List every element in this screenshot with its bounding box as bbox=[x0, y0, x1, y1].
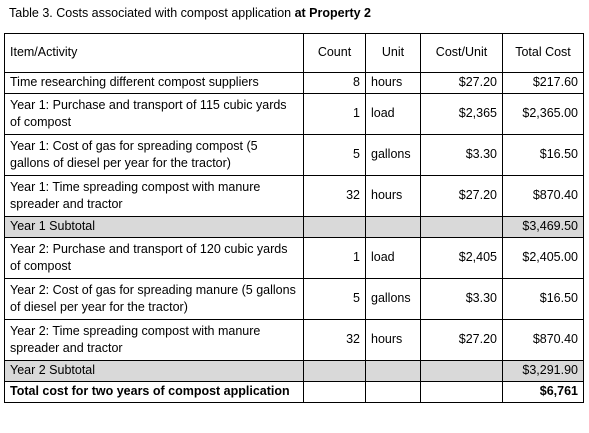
header-total-cost: Total Cost bbox=[503, 34, 584, 73]
unit-cell: gallons bbox=[366, 279, 421, 320]
table-row bbox=[5, 135, 584, 176]
item-cell: Year 2: Purchase and transport of 120 cubic yards of compost bbox=[5, 238, 304, 279]
empty-cell bbox=[366, 217, 421, 238]
unit-cell: gallons bbox=[366, 135, 421, 176]
caption-text: Table 3. Costs associated with compost application bbox=[9, 6, 295, 20]
count-cell: 32 bbox=[304, 176, 366, 217]
cost-per-unit-cell: $2,365 bbox=[421, 94, 503, 135]
count-cell: 1 bbox=[304, 238, 366, 279]
total-cost-cell: $870.40 bbox=[503, 176, 584, 217]
grand-total-value: $6,761 bbox=[503, 382, 584, 403]
subtotal-row-year-2 bbox=[5, 361, 584, 382]
subtotal-value: $3,291.90 bbox=[503, 361, 584, 382]
subtotal-label: Year 1 Subtotal bbox=[5, 217, 304, 238]
header-unit: Unit bbox=[366, 34, 421, 73]
empty-cell bbox=[421, 361, 503, 382]
item-cell: Year 2: Time spreading compost with manure spreader and tractor bbox=[5, 320, 304, 361]
header-item: Item/Activity bbox=[5, 34, 304, 73]
empty-cell bbox=[304, 382, 366, 403]
header-cost-per-unit: Cost/Unit bbox=[421, 34, 503, 73]
caption-property: at Property 2 bbox=[294, 6, 371, 20]
subtotal-row-year-1 bbox=[5, 217, 584, 238]
subtotal-label: Year 2 Subtotal bbox=[5, 361, 304, 382]
cost-per-unit-cell: $27.20 bbox=[421, 73, 503, 94]
table-row bbox=[5, 73, 584, 94]
table-caption bbox=[9, 5, 371, 21]
unit-cell: hours bbox=[366, 176, 421, 217]
grand-total-row bbox=[5, 382, 584, 403]
empty-cell bbox=[421, 382, 503, 403]
item-cell: Year 1: Time spreading compost with manure spreader and tractor bbox=[5, 176, 304, 217]
cost-per-unit-cell: $2,405 bbox=[421, 238, 503, 279]
total-cost-cell: $16.50 bbox=[503, 135, 584, 176]
total-cost-cell: $217.60 bbox=[503, 73, 584, 94]
count-cell: 32 bbox=[304, 320, 366, 361]
total-cost-cell: $2,365.00 bbox=[503, 94, 584, 135]
table-row bbox=[5, 238, 584, 279]
cost-per-unit-cell: $27.20 bbox=[421, 176, 503, 217]
item-cell: Time researching different compost suppliers bbox=[5, 73, 304, 94]
header-count: Count bbox=[304, 34, 366, 73]
cost-per-unit-cell: $3.30 bbox=[421, 135, 503, 176]
total-cost-cell: $16.50 bbox=[503, 279, 584, 320]
grand-total-label: Total cost for two years of compost application bbox=[5, 382, 304, 403]
empty-cell bbox=[421, 217, 503, 238]
table-row bbox=[5, 176, 584, 217]
count-cell: 5 bbox=[304, 135, 366, 176]
table-header-row bbox=[5, 34, 584, 73]
item-cell: Year 1: Cost of gas for spreading compost (5 gallons of diesel per year for the tractor) bbox=[5, 135, 304, 176]
unit-cell: load bbox=[366, 94, 421, 135]
cost-per-unit-cell: $27.20 bbox=[421, 320, 503, 361]
item-cell: Year 2: Cost of gas for spreading manure (5 gallons of diesel per year for the tractor) bbox=[5, 279, 304, 320]
item-cell: Year 1: Purchase and transport of 115 cubic yards of compost bbox=[5, 94, 304, 135]
table-row bbox=[5, 320, 584, 361]
count-cell: 5 bbox=[304, 279, 366, 320]
total-cost-cell: $2,405.00 bbox=[503, 238, 584, 279]
count-cell: 8 bbox=[304, 73, 366, 94]
subtotal-value: $3,469.50 bbox=[503, 217, 584, 238]
cost-per-unit-cell: $3.30 bbox=[421, 279, 503, 320]
table-row bbox=[5, 279, 584, 320]
count-cell: 1 bbox=[304, 94, 366, 135]
empty-cell bbox=[366, 361, 421, 382]
table-row bbox=[5, 94, 584, 135]
empty-cell bbox=[304, 361, 366, 382]
unit-cell: hours bbox=[366, 320, 421, 361]
unit-cell: hours bbox=[366, 73, 421, 94]
total-cost-cell: $870.40 bbox=[503, 320, 584, 361]
unit-cell: load bbox=[366, 238, 421, 279]
costs-table bbox=[4, 33, 584, 403]
empty-cell bbox=[304, 217, 366, 238]
empty-cell bbox=[366, 382, 421, 403]
